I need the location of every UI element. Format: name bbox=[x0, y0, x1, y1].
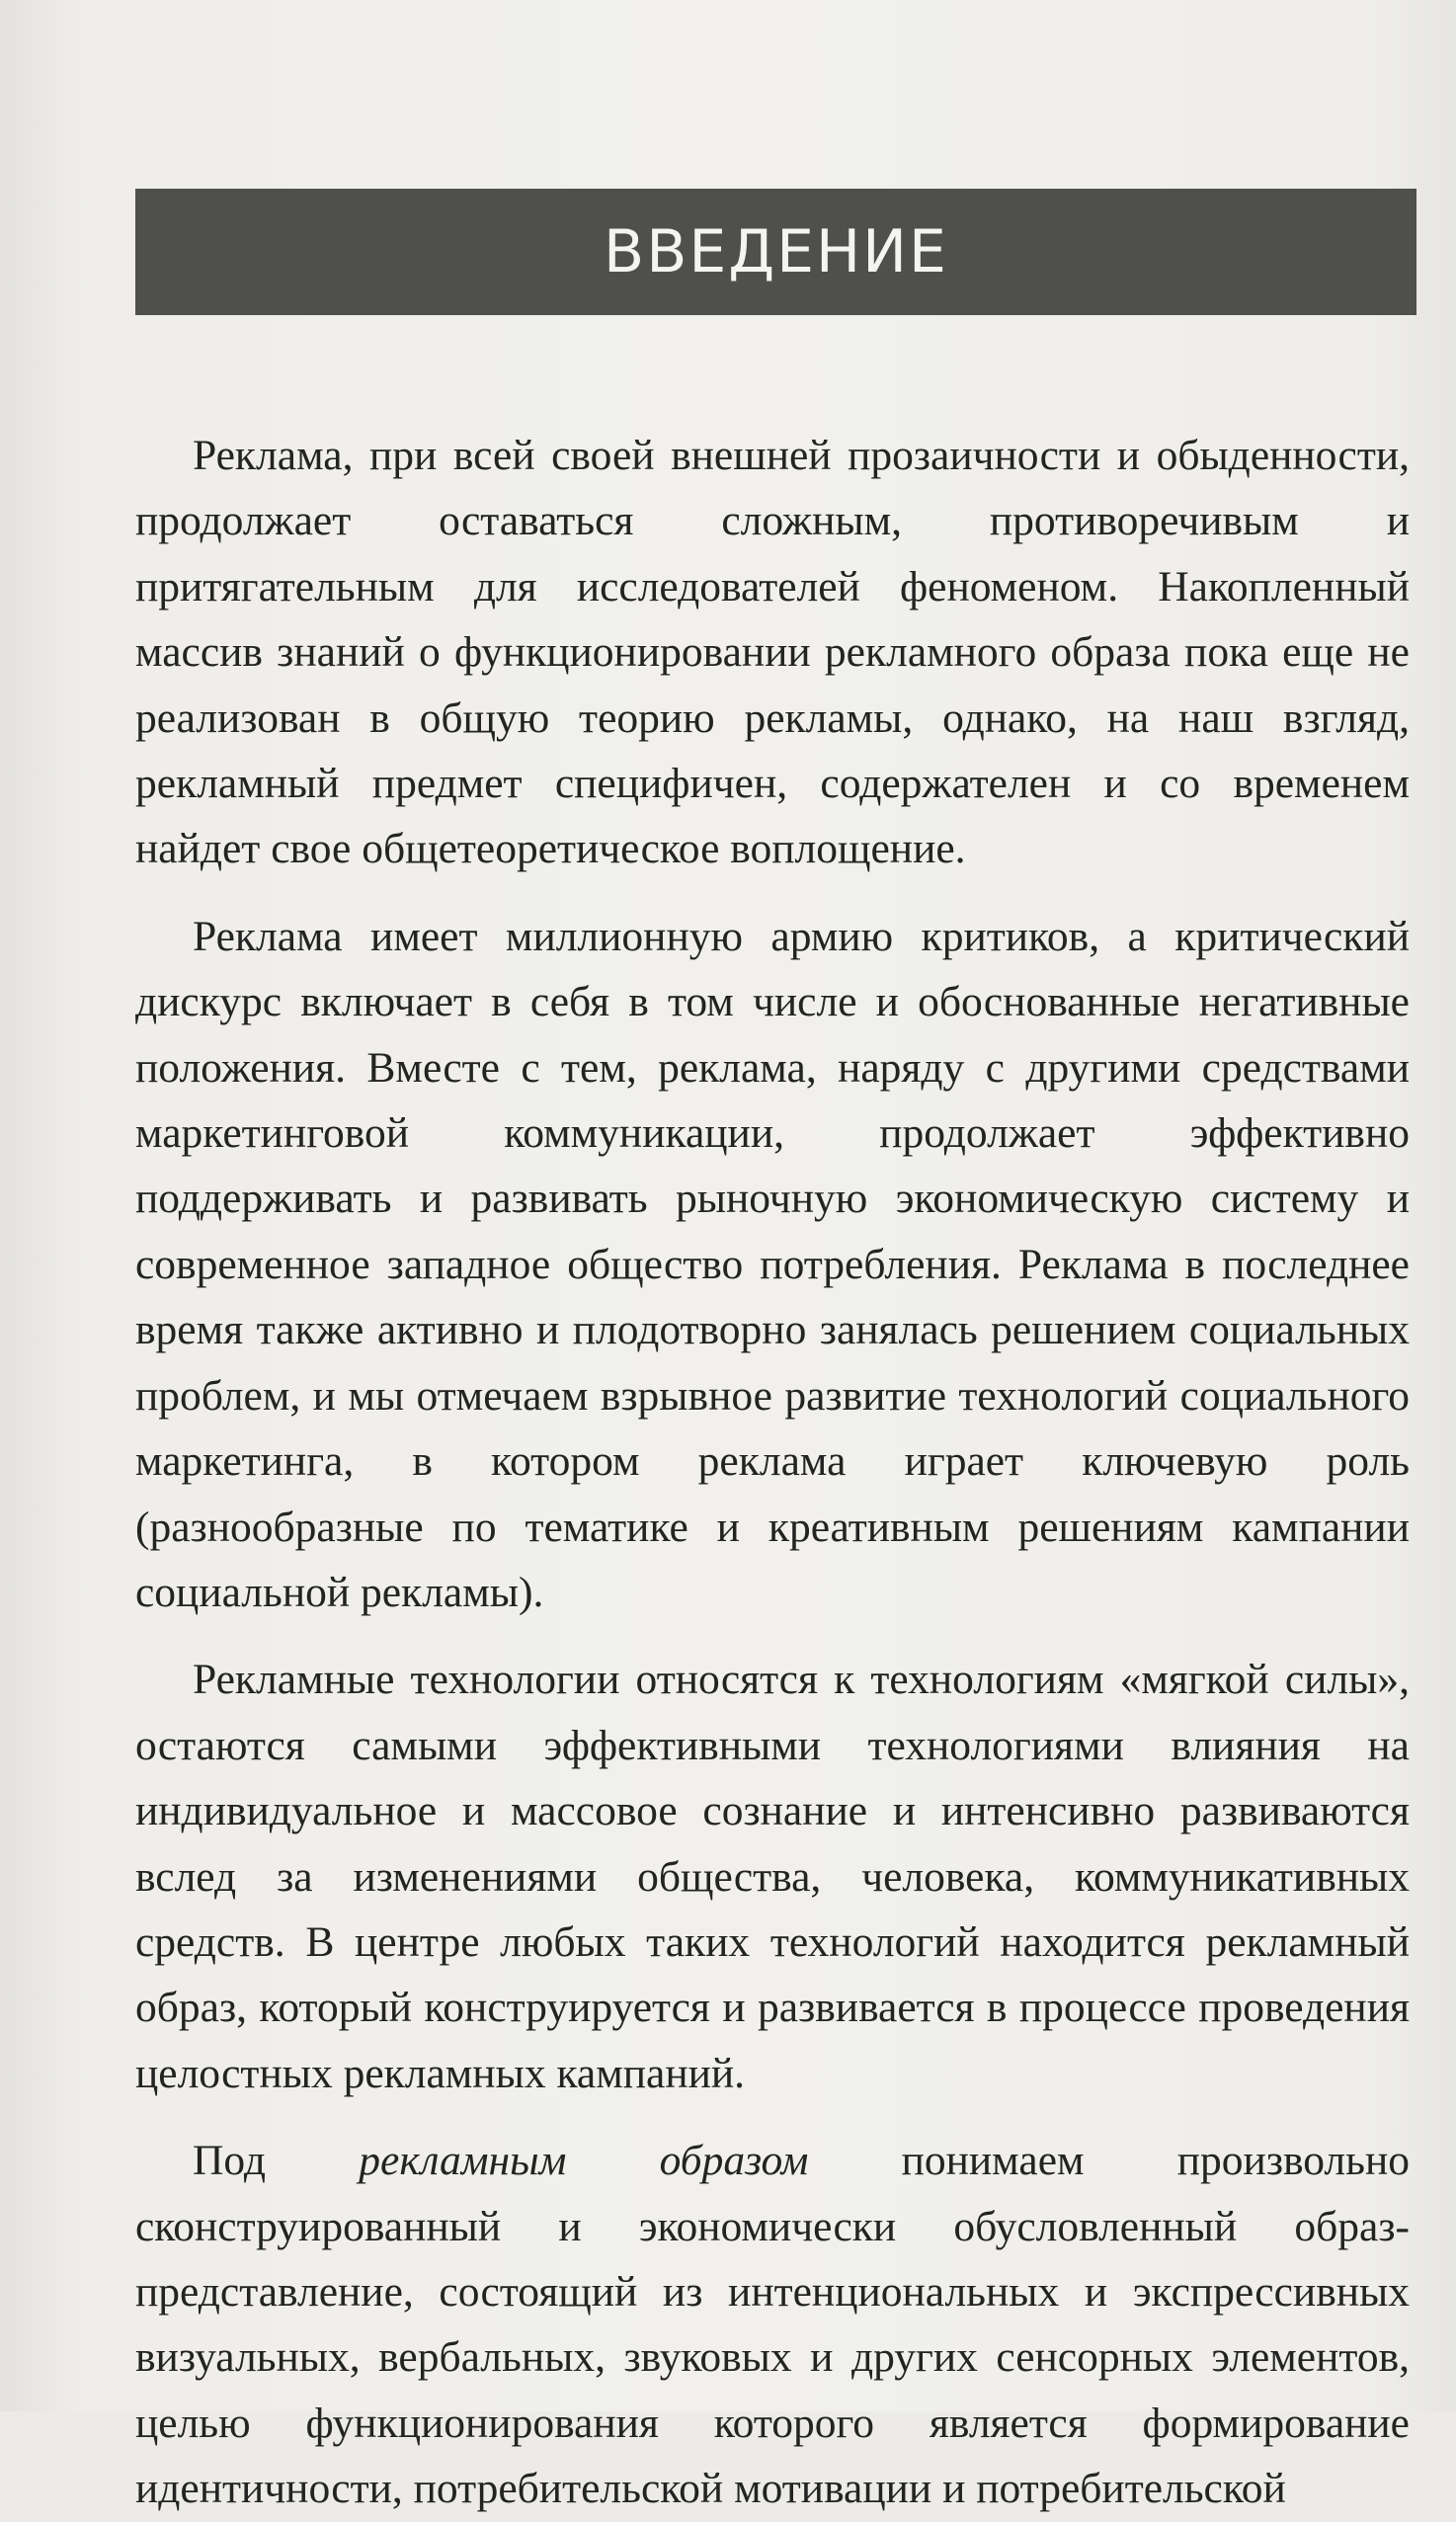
paragraph-4 bbox=[135, 2128, 1410, 2521]
paragraph-4-rest: понимаем произвольно сконструированный и экономически обусловленный образ-представление, состоящий из интенциональных и экспрессивных визуальных, вербальных, звуковых и других сенсорных элементов, целью функционирования которого является формирование идентичности, потребительской мотивации и потребительской bbox=[135, 2137, 1410, 2513]
italic-term: рекламным образом bbox=[359, 2137, 809, 2185]
paragraph-1: Реклама, при всей своей внешней прозаичности и обыденности, продолжает оставаться сложным, противоречивым и притягательным для исследователей феноменом. Накопленный массив знаний о функционировании рекламного образа пока еще не реализован в общую теорию рекламы, однако, на наш взгляд, рекламный предмет специфичен, содержателен и со временем найдет свое общетеоретическое воплощение. bbox=[135, 432, 1410, 873]
paragraph-3: Рекламные технологии относятся к технологиям «мягкой силы», остаются самыми эффективными технологиями влияния на индивидуальное и массовое сознание и интенсивно развиваются вслед за изменениями общества, человека, коммуникативных средств. В центре любых таких технологий находится рекламный образ, который конструируется и развивается в процессе проведения целостных рекламных кампаний. bbox=[135, 1656, 1410, 2097]
body-text bbox=[135, 423, 1410, 2522]
paragraph-4-lead: Под bbox=[193, 2137, 360, 2185]
paragraph-2: Реклама имеет миллионную армию критиков, а критический дискурс включает в себя в том числе и обоснованные негативные положения. Вместе с тем, реклама, наряду с другими средствами маркетинговой коммуникации, продолжает эффективно поддерживать и развивать рыночную экономическую систему и современное западное общество потребления. Реклама в последнее время также активно и плодотворно занялась решением социальных проблем, и мы отмечаем взрывное развитие технологий социального маркетинга, в котором реклама играет ключевую роль (разнообразные по тематике и креативным решениям кампании социальной рекламы). bbox=[135, 912, 1410, 1616]
chapter-title: ВВЕДЕНИЕ bbox=[604, 217, 948, 286]
chapter-banner bbox=[135, 189, 1416, 315]
